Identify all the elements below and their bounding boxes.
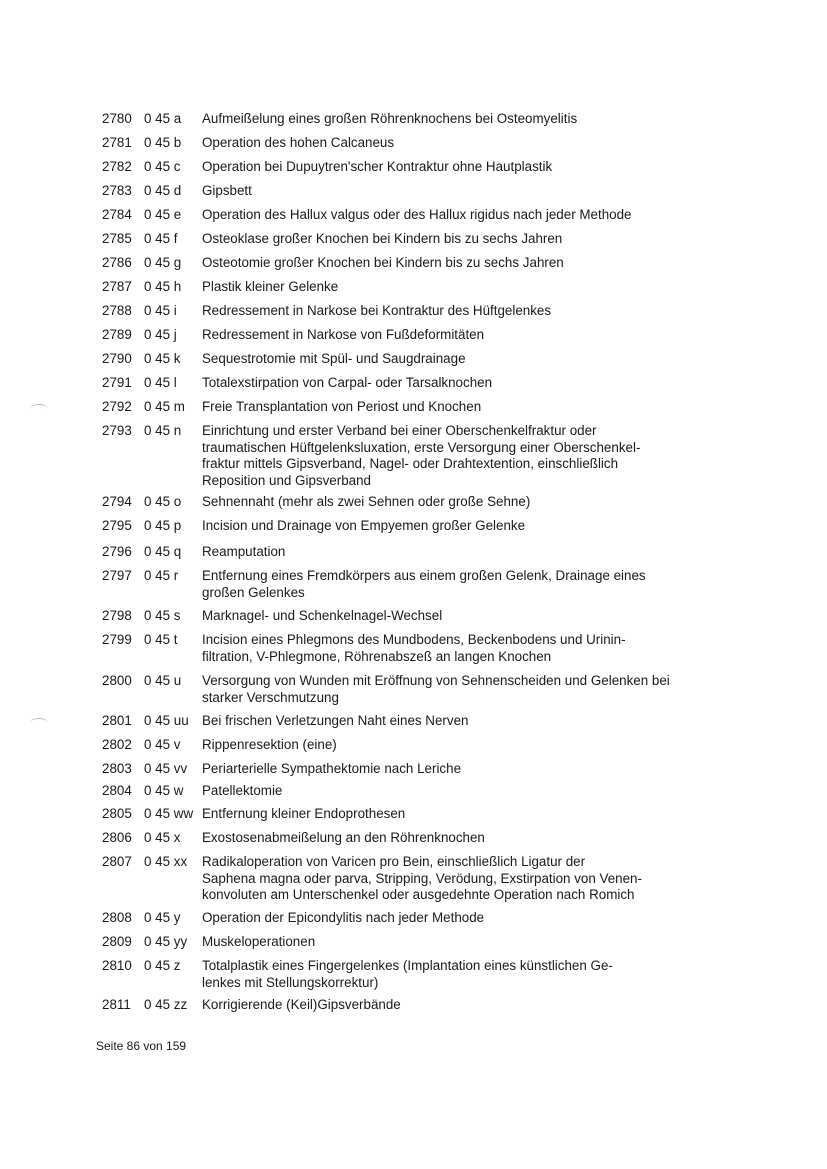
entry-description: Aufmeißelung eines großen Röhrenknochens bei Osteomyelitis: [202, 111, 578, 126]
entry-code: 0 45 m: [144, 399, 185, 414]
entry-number: 2782: [102, 159, 132, 174]
entry-code: 0 45 u: [144, 673, 182, 688]
entry-description: Einrichtung und erster Verband bei einer Oberschenkelfraktur oder traumatischen Hüftgelenksluxation, erste Versorgung einer Oberschenkel- fraktur mittels Gipsverband, Nagel- oder Drahtextention, einschließlich Reposition und Gipsverband: [202, 423, 641, 488]
entry-code: 0 45 e: [144, 207, 182, 222]
entry-code: 0 45 zz: [144, 997, 188, 1012]
entry-number: 2804: [102, 783, 132, 798]
entry-code: 0 45 o: [144, 494, 182, 509]
entry-description: Operation der Epicondylitis nach jeder Methode: [202, 910, 485, 925]
entry-code: 0 45 x: [144, 830, 181, 845]
entry-number: 2802: [102, 737, 132, 752]
entry-description: Periarterielle Sympathektomie nach Leriche: [202, 761, 462, 776]
punch-hole-mark: [30, 718, 48, 727]
entry-description: Operation des hohen Calcaneus: [202, 135, 395, 150]
entry-description: Bei frischen Verletzungen Naht eines Nerven: [202, 713, 469, 728]
entry-number: 2792: [102, 399, 132, 414]
entry-number: 2794: [102, 494, 132, 509]
entry-number: 2801: [102, 713, 132, 728]
entry-code: 0 45 c: [144, 159, 181, 174]
entry-code: 0 45 n: [144, 423, 182, 438]
entry-number: 2799: [102, 632, 132, 647]
entry-description: Redressement in Narkose von Fußdeformitäten: [202, 327, 485, 342]
entry-code: 0 45 t: [144, 632, 178, 647]
entry-number: 2780: [102, 111, 132, 126]
entry-description: Osteoklase großer Knochen bei Kindern bis zu sechs Jahren: [202, 231, 563, 246]
entry-code: 0 45 g: [144, 255, 182, 270]
entry-number: 2806: [102, 830, 132, 845]
entry-description: Rippenresektion (eine): [202, 737, 337, 752]
entry-description: Exostosenabmeißelung an den Röhrenknochen: [202, 830, 485, 845]
entry-code: 0 45 z: [144, 958, 181, 973]
entry-number: 2796: [102, 544, 132, 559]
entry-description: Entfernung kleiner Endoprothesen: [202, 806, 406, 821]
entry-description: Muskeloperationen: [202, 934, 316, 949]
entry-number: 2783: [102, 183, 132, 198]
entry-description: Sehnennaht (mehr als zwei Sehnen oder große Sehne): [202, 494, 531, 509]
entry-code: 0 45 q: [144, 544, 182, 559]
page-number-footer: Seite 86 von 159: [96, 1039, 187, 1053]
punch-hole-mark: [30, 404, 48, 413]
entry-number: 2785: [102, 231, 132, 246]
entry-description: Totalexstirpation von Carpal- oder Tarsalknochen: [202, 375, 493, 390]
entry-number: 2808: [102, 910, 132, 925]
entry-description: Osteotomie großer Knochen bei Kindern bis zu sechs Jahren: [202, 255, 564, 270]
entry-code: 0 45 s: [144, 608, 181, 623]
entry-number: 2803: [102, 761, 132, 776]
entry-code: 0 45 l: [144, 375, 177, 390]
entry-number: 2805: [102, 806, 132, 821]
entry-number: 2797: [102, 568, 132, 583]
entry-number: 2793: [102, 423, 132, 438]
entry-number: 2791: [102, 375, 132, 390]
entry-number: 2786: [102, 255, 132, 270]
entry-code: 0 45 i: [144, 303, 177, 318]
entry-code: 0 45 ww: [144, 806, 194, 821]
entry-code: 0 45 f: [144, 231, 178, 246]
entry-number: 2788: [102, 303, 132, 318]
entry-number: 2784: [102, 207, 132, 222]
entry-code: 0 45 a: [144, 111, 182, 126]
entry-description: Gipsbett: [202, 183, 252, 198]
entry-code: 0 45 xx: [144, 854, 188, 869]
entry-description: Operation bei Dupuytren'scher Kontraktur ohne Hautplastik: [202, 159, 553, 174]
entry-description: Incision eines Phlegmons des Mundbodens, Beckenbodens und Urinin- filtration, V-Phlegmone, Röhrenabszeß an langen Knochen: [202, 632, 626, 664]
entry-number: 2800: [102, 673, 132, 688]
entry-number: 2795: [102, 518, 132, 533]
entry-code: 0 45 y: [144, 910, 181, 925]
entry-code: 0 45 j: [144, 327, 177, 342]
entry-description: Redressement in Narkose bei Kontraktur des Hüftgelenkes: [202, 303, 552, 318]
entry-number: 2811: [102, 997, 131, 1012]
entry-code: 0 45 d: [144, 183, 182, 198]
entry-number: 2810: [102, 958, 132, 973]
entry-number: 2787: [102, 279, 132, 294]
entry-number: 2809: [102, 934, 132, 949]
entry-description: Operation des Hallux valgus oder des Hallux rigidus nach jeder Methode: [202, 207, 632, 222]
entry-description: Radikaloperation von Varicen pro Bein, einschließlich Ligatur der Saphena magna oder parva, Stripping, Verödung, Exstirpation von Venen- konvoluten am Unterschenkel oder ausgedehnte Operation nach Romich: [202, 854, 642, 902]
entry-description: Totalplastik eines Fingergelenkes (Implantation eines künstlichen Ge- lenkes mit Stellungskorrektur): [202, 958, 613, 990]
entry-code: 0 45 yy: [144, 934, 188, 949]
entry-number: 2790: [102, 351, 132, 366]
entry-description: Entfernung eines Fremdkörpers aus einem großen Gelenk, Drainage eines großen Gelenkes: [202, 568, 646, 600]
entry-description: Patellektomie: [202, 783, 283, 798]
entry-description: Sequestrotomie mit Spül- und Saugdrainage: [202, 351, 466, 366]
entry-description: Versorgung von Wunden mit Eröffnung von Sehnenscheiden und Gelenken bei starker Verschmutzung: [202, 673, 670, 705]
entry-number: 2807: [102, 854, 132, 869]
entry-number: 2789: [102, 327, 132, 342]
entry-code: 0 45 h: [144, 279, 182, 294]
entry-description: Marknagel- und Schenkelnagel-Wechsel: [202, 608, 443, 623]
entry-number: 2798: [102, 608, 132, 623]
entry-code: 0 45 k: [144, 351, 181, 366]
entry-code: 0 45 vv: [144, 761, 188, 776]
entry-description: Freie Transplantation von Periost und Knochen: [202, 399, 482, 414]
entry-description: Reamputation: [202, 544, 286, 559]
entry-description: Plastik kleiner Gelenke: [202, 279, 339, 294]
entry-description: Korrigierende (Keil)Gipsverbände: [202, 997, 401, 1012]
entry-code: 0 45 r: [144, 568, 179, 583]
entry-code: 0 45 w: [144, 783, 184, 798]
entry-description: Incision und Drainage von Empyemen großer Gelenke: [202, 518, 526, 533]
entry-code: 0 45 b: [144, 135, 182, 150]
entry-number: 2781: [102, 135, 132, 150]
entry-code: 0 45 v: [144, 737, 181, 752]
entry-code: 0 45 p: [144, 518, 182, 533]
entry-code: 0 45 uu: [144, 713, 189, 728]
